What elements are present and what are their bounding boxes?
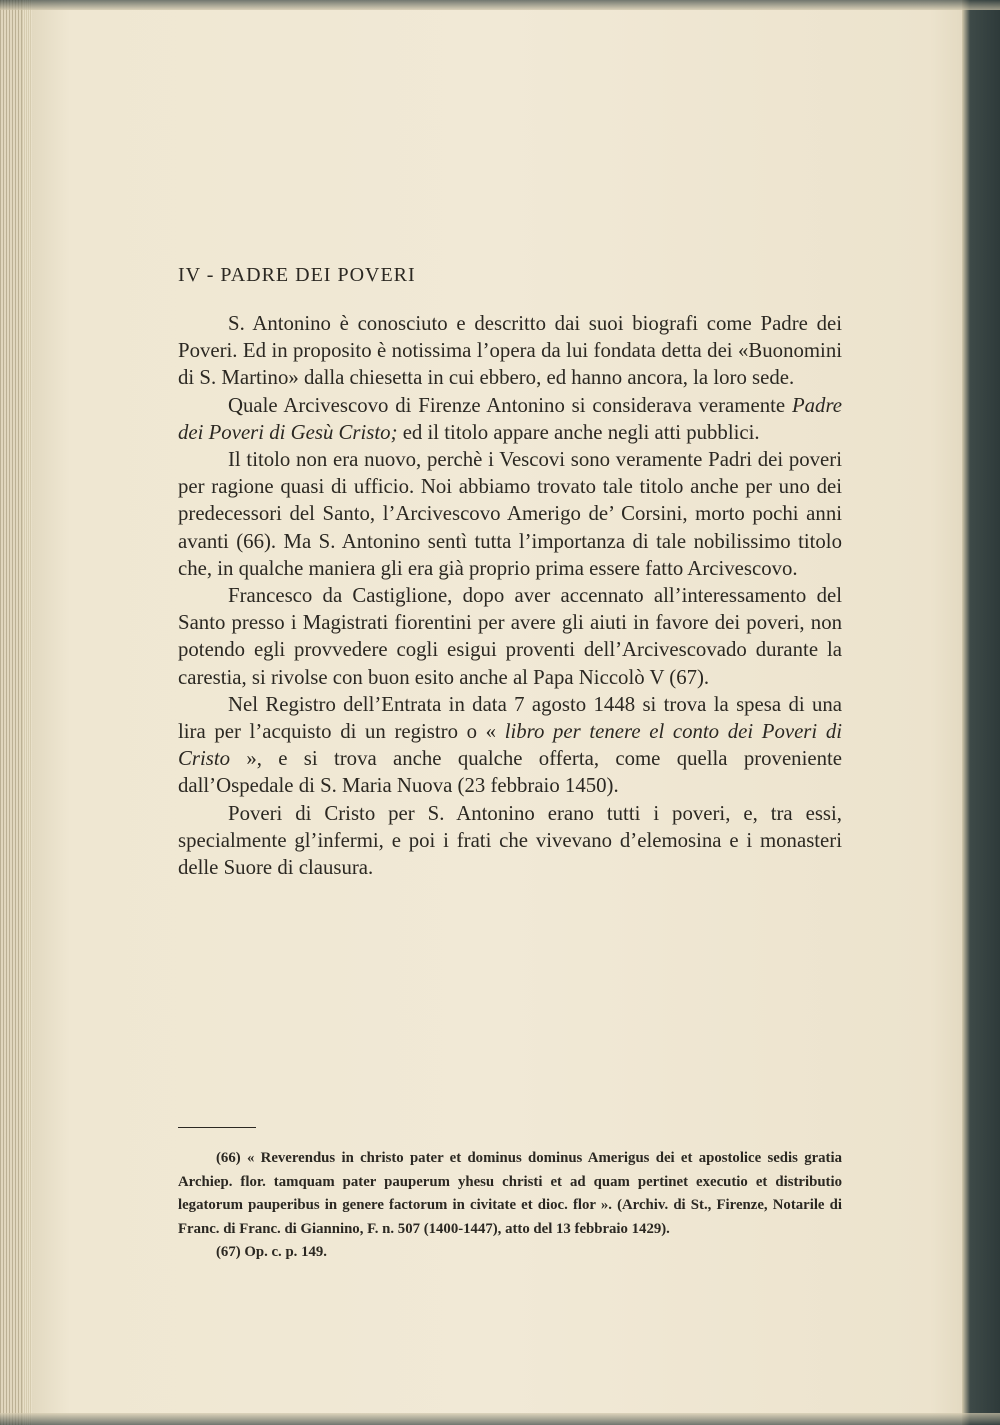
- footnotes: [178, 1147, 842, 1265]
- footnote-66: (66) « Reverendus in christo pater et dominus dominus Amerigus dei et apostolice sedis gratia Archiep. flor. tamquam pater pauperum yhesu christi et ad quam pertinet executio et distributio legatorum pauperibus in genere factorum in civitate et dioc. flor ». (Archiv. di St., Firenze, Notarile di Franc. di Franc. di Giannino, F. n. 507 (1400-1447), atto del 13 febbraio 1429).: [178, 1150, 842, 1237]
- book-spine: [0, 0, 22, 1425]
- main-text: [178, 262, 842, 881]
- paragraph-2-end: ed il titolo appare anche negli atti pubblici.: [397, 420, 760, 444]
- paragraph-1: S. Antonino è conosciuto e descritto dai suoi biografi come Padre dei Poveri. Ed in proposito è notissima l’opera da lui fondata detta dei «Buonomini di S. Martino» dalla chiesetta in cui ebbero, ed hanno ancora, la loro sede.: [178, 312, 842, 390]
- paragraph-6: Poveri di Cristo per S. Antonino erano tutti i poveri, e, tra essi, specialmente gl’infermi, e poi i frati che vivevano d’elemosina e i monasteri delle Suore di clausura.: [178, 801, 842, 880]
- chapter-heading: IV - PADRE DEI POVERI: [178, 264, 416, 286]
- bottom-shadow: [0, 1413, 1000, 1425]
- paragraph-3: Il titolo non era nuovo, perchè i Vescovi sono veramente Padri dei poveri per ragione quasi di ufficio. Noi abbiamo trovato tale titolo anche per uno dei predecessori del Santo, l’Arcivescovo Amerigo de’ Corsini, morto pochi anni avanti (66). Ma S. Antonino sentì tutta l’importanza di tale nobilissimo titolo che, in qualche maniera gli era già proprio prima essere fatto Arcivescovo.: [178, 448, 842, 580]
- paragraph-4: Francesco da Castiglione, dopo aver accennato all’interessamento del Santo presso i Magistrati fiorentini per avere gli aiuti in favore dei poveri, non potendo egli provvedere cogli esigui proventi dell’Arcivescovado durante la carestia, si rivolse con buon esito anche al Papa Niccolò V (67).: [178, 584, 842, 689]
- paragraph-5: [178, 691, 842, 800]
- paragraph-5-italic: libro per tenere el conto dei Poveri di Cristo: [178, 720, 842, 771]
- paragraph-5-end: », e si trova anche qualche offerta, come quella proveniente dall’Ospedale di S. Maria Nuova (23 febbraio 1450).: [178, 747, 842, 798]
- paragraph-5-start: Nel Registro dell’Entrata in data 7 agosto 1448 si trova la spesa di una lira per l’acquisto di un registro o «: [178, 692, 842, 744]
- footnote-divider: [178, 1127, 256, 1128]
- paragraph-2-start: Quale Arcivescovo di Firenze Antonino si considerava veramente: [228, 393, 792, 417]
- page-edges: [22, 0, 32, 1425]
- paragraph-2-italic: Padre dei Poveri di Gesù Cristo;: [178, 393, 842, 444]
- top-shadow: [0, 0, 1000, 10]
- footnote-67: (67) Op. c. p. 149.: [216, 1244, 327, 1260]
- paragraph-2: [178, 392, 842, 446]
- book-cover-edge: [962, 0, 1000, 1425]
